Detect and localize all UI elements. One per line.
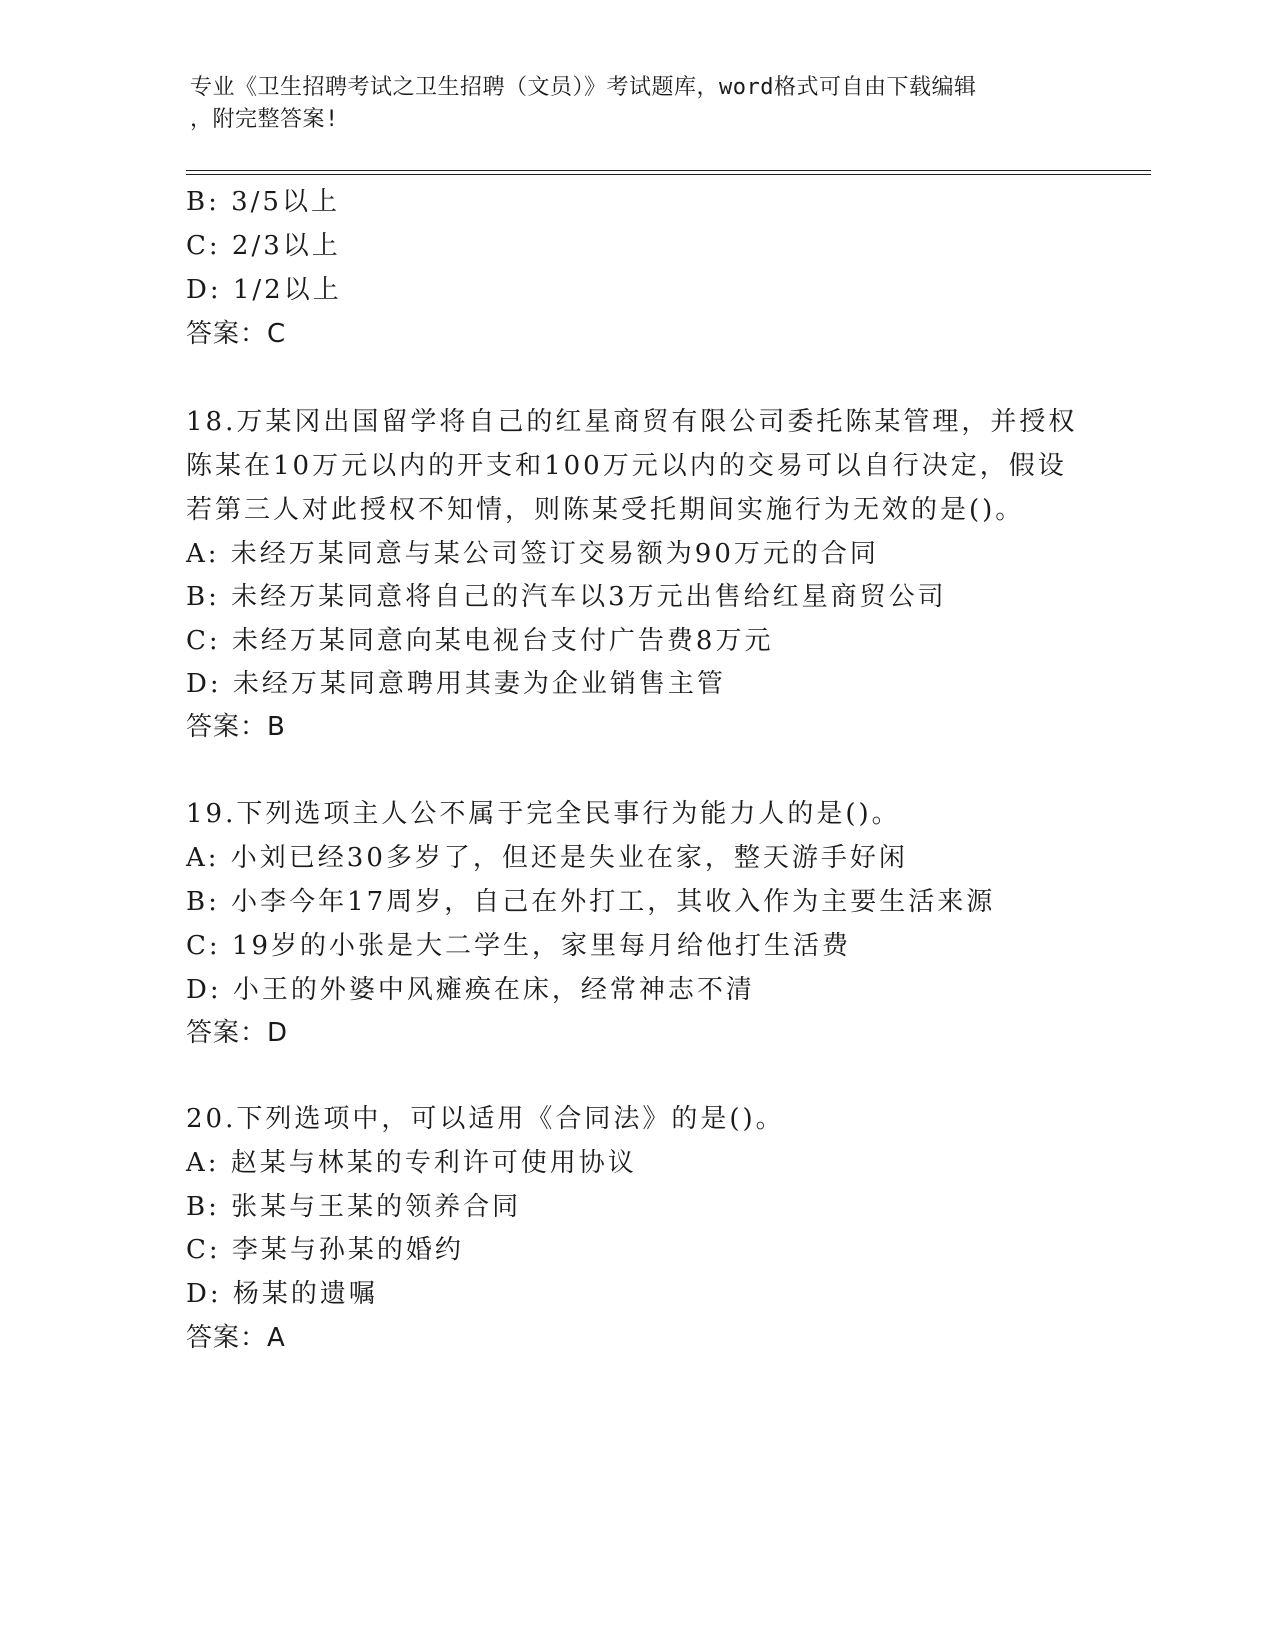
answer-label: 答案：D — [186, 1018, 289, 1048]
option-a: A: 未经万某同意与某公司签订交易额为90万元的合同 — [186, 539, 879, 569]
option-a: A: 小刘已经30多岁了，但还是失业在家，整天游手好闲 — [186, 843, 908, 873]
header-title-line-1: 专业《卫生招聘考试之卫生招聘（文员）》考试题库，word格式可自由下载编辑 — [190, 75, 977, 100]
option-d: D: 小王的外婆中风瘫痪在床，经常神志不清 — [186, 975, 755, 1005]
header-divider-bottom — [186, 174, 1151, 175]
option-d: D: 杨某的遗嘱 — [186, 1279, 378, 1309]
option-b: B: 3/5以上 — [186, 187, 340, 217]
option-c: C: 2/3以上 — [186, 231, 341, 261]
option-d: D: 1/2以上 — [186, 275, 342, 305]
question-stem-line: 20.下列选项中，可以适用《合同法》的是()。 — [186, 1104, 785, 1134]
question-stem-line: 陈某在10万元以内的开支和100万元以内的交易可以自行决定，假设 — [186, 451, 1067, 481]
answer-label: 答案：A — [186, 1323, 286, 1353]
option-b: B: 小李今年17周岁，自己在外打工，其收入作为主要生活来源 — [186, 887, 996, 917]
option-c: C: 李某与孙某的婚约 — [186, 1235, 464, 1265]
option-a: A: 赵某与林某的专利许可使用协议 — [186, 1148, 637, 1178]
header-title-line-2: ，附完整答案! — [190, 107, 339, 132]
question-stem-line: 19.下列选项主人公不属于完全民事行为能力人的是()。 — [186, 799, 901, 829]
option-d: D: 未经万某同意聘用其妻为企业销售主管 — [186, 669, 726, 699]
question-stem-line: 若第三人对此授权不知情，则陈某受托期间实施行为无效的是()。 — [186, 495, 1025, 525]
option-b: B: 未经万某同意将自己的汽车以3万元出售给红星商贸公司 — [186, 582, 947, 612]
option-c: C: 19岁的小张是大二学生，家里每月给他打生活费 — [186, 931, 852, 961]
header-divider-top — [186, 170, 1151, 171]
answer-label: 答案：B — [186, 712, 286, 742]
question-stem-line: 18.万某冈出国留学将自己的红星商贸有限公司委托陈某管理，并授权 — [186, 407, 1078, 437]
option-b: B: 张某与王某的领养合同 — [186, 1192, 522, 1222]
option-c: C: 未经万某同意向某电视台支付广告费8万元 — [186, 626, 774, 656]
answer-label: 答案：C — [186, 319, 287, 349]
